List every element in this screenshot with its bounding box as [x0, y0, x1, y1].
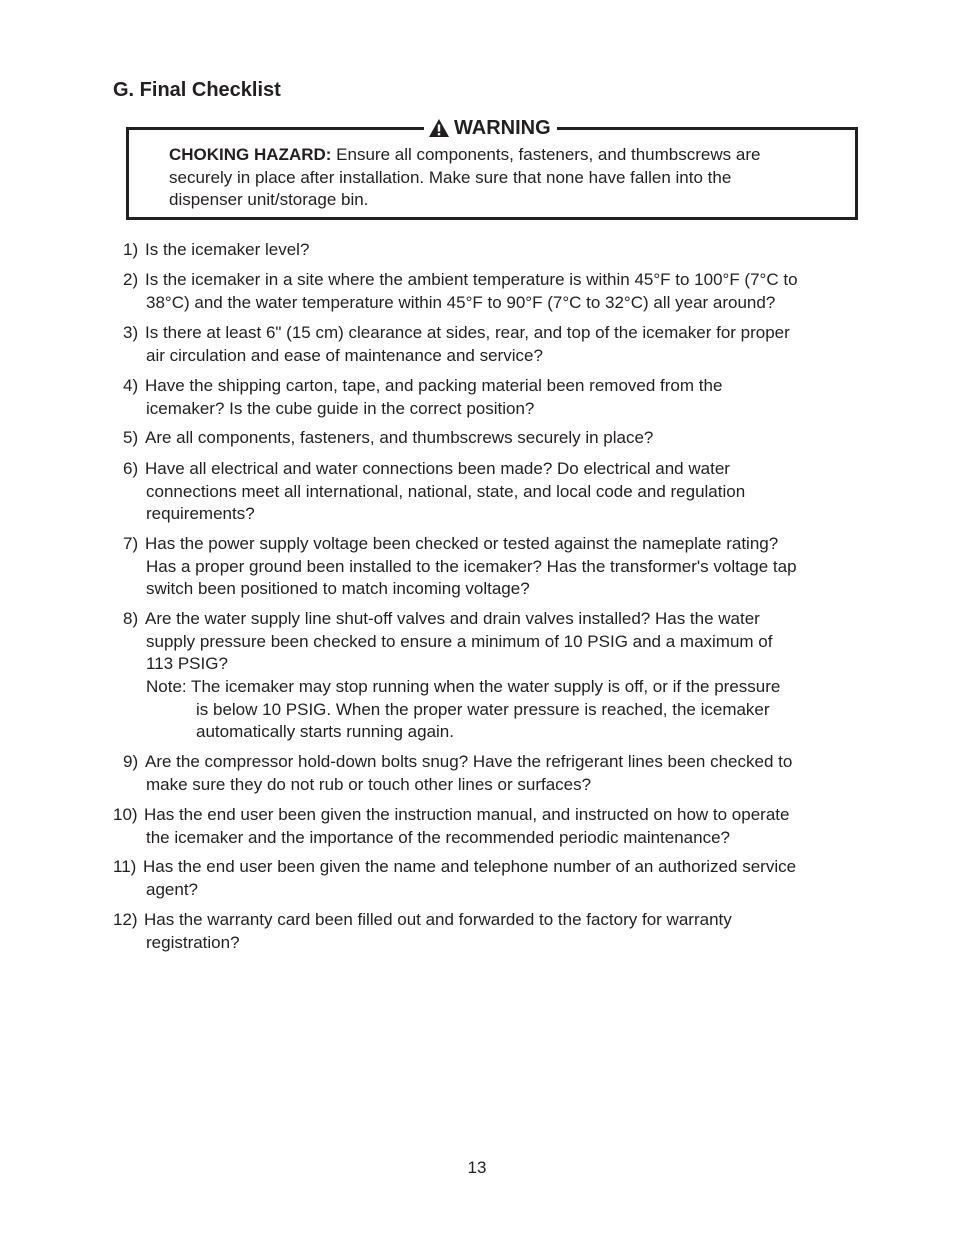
item-number: 5) — [123, 428, 139, 447]
item-line: Has a proper ground been installed to the icemaker? Has the transformer's voltage tap — [146, 556, 797, 576]
item-text — [145, 458, 745, 526]
note-line: automatically starts running again. — [196, 722, 454, 741]
item-line: Has the end user been given the name and telephone number of an authorized service — [143, 857, 797, 876]
item-line: Are the water supply line shut-off valves and drain valves installed? Has the water — [145, 609, 760, 628]
item-line: 113 PSIG? — [146, 654, 228, 673]
item-line: 38°C) and the water temperature within 45°F to 90°F (7°C to 32°C) all year around? — [146, 292, 776, 312]
item-number: 1) — [123, 240, 139, 259]
item-number: 4) — [123, 376, 139, 395]
item-line: supply pressure been checked to ensure a minimum of 10 PSIG and a maximum of — [146, 631, 773, 651]
item-number: 8) — [123, 609, 139, 628]
warning-box — [126, 117, 858, 220]
item-line: agent? — [146, 879, 198, 899]
item-text — [145, 533, 797, 601]
item-line: icemaker? Is the cube guide in the correct position? — [146, 398, 535, 418]
warning-text — [169, 144, 839, 212]
note-label: Note: — [146, 677, 187, 696]
warning-line: dispenser unit/storage bin. — [169, 190, 369, 209]
item-number: 3) — [123, 323, 139, 342]
item-text — [145, 375, 722, 420]
item-line: Is the icemaker level? — [145, 240, 310, 259]
note-line — [146, 676, 780, 699]
note-line-text: The icemaker may stop running when the water supply is off, or if the pressure — [186, 677, 781, 696]
item-text — [145, 269, 798, 314]
item-text — [144, 909, 732, 954]
item-text — [145, 427, 653, 450]
item-text — [145, 608, 772, 676]
item-line: switch been positioned to match incoming voltage? — [146, 579, 530, 598]
item-line: Is there at least 6" (15 cm) clearance at sides, rear, and top of the icemaker for proper — [145, 323, 790, 342]
item-line: Have the shipping carton, tape, and packing material been removed from the — [145, 376, 723, 395]
item-line: Is the icemaker in a site where the ambient temperature is within 45°F to 100°F (7°C to — [145, 270, 798, 289]
item-number: 12) — [113, 910, 138, 929]
item-line: the icemaker and the importance of the recommended periodic maintenance? — [146, 827, 731, 847]
item-line: requirements? — [146, 504, 255, 523]
note-block — [146, 676, 780, 744]
warning-header — [424, 116, 557, 140]
item-line: Has the end user been given the instruction manual, and instructed on how to operate — [144, 805, 790, 824]
warning-triangle-icon — [428, 118, 450, 138]
item-number: 11) — [113, 857, 137, 876]
item-line: air circulation and ease of maintenance and service? — [146, 345, 543, 365]
item-number: 2) — [123, 270, 139, 289]
item-line: Has the warranty card been filled out and forwarded to the factory for warranty — [144, 910, 732, 929]
item-number: 9) — [123, 752, 139, 771]
item-line: Are the compressor hold-down bolts snug? Have the refrigerant lines been checked to — [145, 752, 793, 771]
hazard-label: CHOKING HAZARD: — [169, 145, 332, 164]
warning-line — [169, 144, 839, 167]
item-text — [145, 751, 792, 796]
section-title: G. Final Checklist — [113, 79, 281, 101]
item-text — [145, 239, 309, 262]
note-line: is below 10 PSIG. When the proper water pressure is reached, the icemaker — [196, 699, 770, 719]
page-number: 13 — [467, 1158, 487, 1177]
item-text — [143, 856, 796, 901]
item-line: registration? — [146, 932, 240, 952]
item-number: 10) — [113, 805, 138, 824]
item-line: Has the power supply voltage been checked or tested against the nameplate rating? — [145, 534, 779, 553]
warning-label: WARNING — [454, 117, 551, 139]
item-line: make sure they do not rub or touch other lines or surfaces? — [146, 774, 592, 794]
item-line: connections meet all international, national, state, and local code and regulation — [146, 481, 746, 501]
item-number: 7) — [123, 534, 139, 553]
item-line: Have all electrical and water connections been made? Do electrical and water — [145, 459, 730, 478]
warning-line-text: Ensure all components, fasteners, and thumbscrews are — [331, 145, 761, 164]
item-number: 6) — [123, 459, 139, 478]
item-line: Are all components, fasteners, and thumbscrews securely in place? — [145, 428, 654, 447]
item-text — [144, 804, 789, 849]
warning-line: securely in place after installation. Make sure that none have fallen into the — [169, 167, 732, 187]
item-text — [145, 322, 790, 367]
